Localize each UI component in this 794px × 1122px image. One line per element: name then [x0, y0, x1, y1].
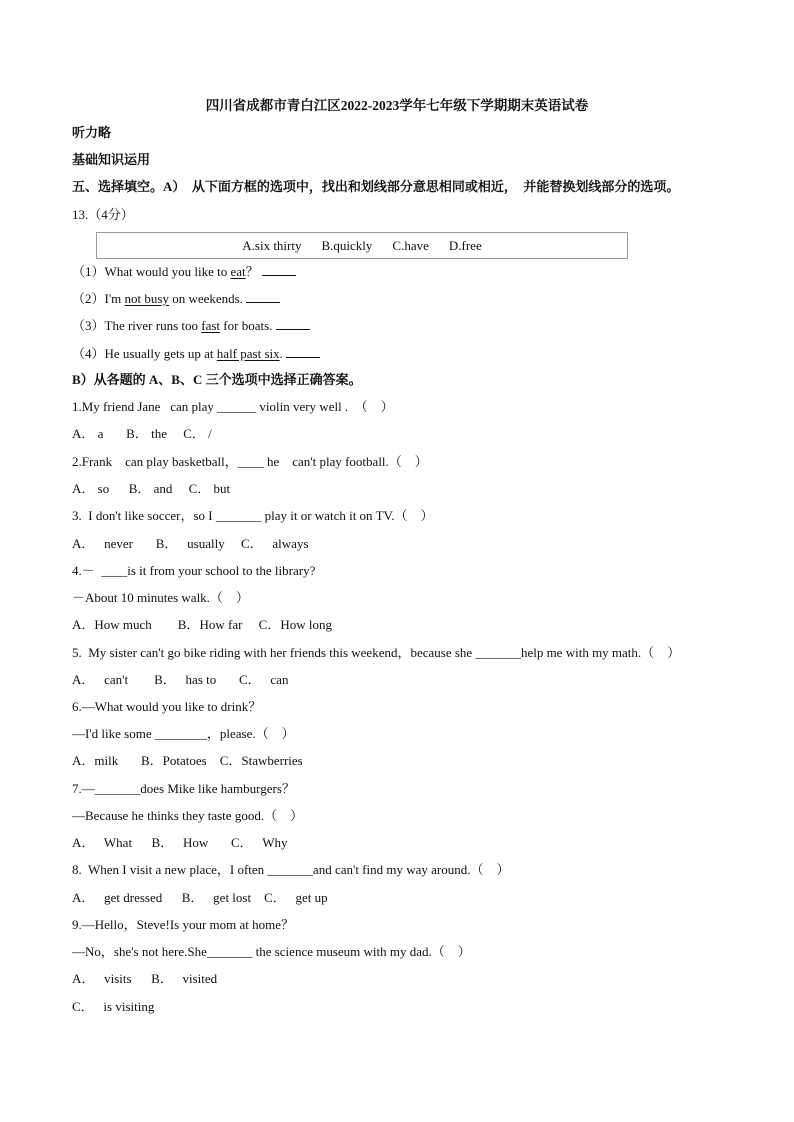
- answer-blank[interactable]: [286, 345, 320, 358]
- q13-item-4: （4）He usually gets up at half past six.: [72, 345, 320, 362]
- q13-header: 13.（4分）: [72, 207, 134, 222]
- section-listening: 听力略: [72, 125, 112, 140]
- q3-stem: 3. I don't like soccer，so I _______ play it or watch it on TV.（ ）: [72, 508, 434, 523]
- q7-stem-2: —Because he thinks they taste good.（ ）: [72, 808, 304, 823]
- q6-stem-2: —I'd like some ________，please.（ ）: [72, 726, 295, 741]
- q1-options: A． a B． the C． /: [72, 426, 212, 441]
- partB-instruction: B）从各题的 A、B、C 三个选项中选择正确答案。: [72, 372, 362, 387]
- answer-blank[interactable]: [246, 290, 280, 303]
- q9-options-2: C． is visiting: [72, 999, 155, 1014]
- q4-options: A．How much B．How far C．How long: [72, 617, 332, 632]
- q4-stem-2: －About 10 minutes walk.（ ）: [72, 590, 249, 605]
- q9-options: A． visits B． visited: [72, 971, 218, 986]
- q5-options: A． can't B． has to C． can: [72, 672, 289, 687]
- options-box: [96, 232, 628, 259]
- q6-stem: 6.—What would you like to drink？: [72, 699, 262, 714]
- q13-item-3: （3）The river runs too fast for boats.: [72, 317, 310, 334]
- box-option-c: C.have: [392, 237, 429, 253]
- q7-options: A． What B． How C． Why: [72, 835, 288, 850]
- box-option-b: B.quickly: [321, 237, 373, 253]
- q5-stem: 5. My sister can't go bike riding with her friends this weekend，because she _______help me with my math.（ ）: [72, 645, 681, 660]
- q3-options: A． never B． usually C． always: [72, 536, 309, 551]
- q7-stem: 7.—_______does Mike like hamburgers？: [72, 781, 295, 796]
- box-option-d: D.free: [448, 237, 482, 253]
- box-option-a: A.six thirty: [242, 237, 302, 253]
- q8-stem: 8. When I visit a new place，I often _______and can't find my way around.（ ）: [72, 862, 510, 877]
- section-basic: 基础知识运用: [72, 152, 151, 167]
- q4-stem: 4.－ ____is it from your school to the library?: [72, 563, 316, 578]
- q8-options: A． get dressed B． get lost C． get up: [72, 890, 328, 905]
- q6-options: A．milk B．Potatoes C．Stawberries: [72, 753, 303, 768]
- page-title: 四川省成都市青白江区2022-2023学年七年级下学期期末英语试卷: [205, 98, 589, 113]
- q2-stem: 2.Frank can play basketball，____ he can't play football.（ ）: [72, 454, 428, 469]
- q9-stem-2: —No，she's not here.She_______ the science museum with my dad.（ ）: [72, 944, 471, 959]
- q13-item-2: （2）I'm not busy on weekends.: [72, 290, 280, 307]
- q13-item-1: （1）What would you like to eat？: [72, 263, 296, 280]
- q1-stem: 1.My friend Jane can play ______ violin very well . （ ）: [72, 399, 394, 414]
- q9-stem: 9.—Hello，Steve!Is your mom at home？: [72, 917, 295, 932]
- answer-blank[interactable]: [262, 263, 296, 276]
- q2-options: A． so B． and C． but: [72, 481, 231, 496]
- answer-blank[interactable]: [276, 317, 310, 330]
- part5-instruction: 五、选择填空。A） 从下面方框的选项中，找出和划线部分意思相同或相近， 并能替换划线部分的选项。: [72, 179, 680, 194]
